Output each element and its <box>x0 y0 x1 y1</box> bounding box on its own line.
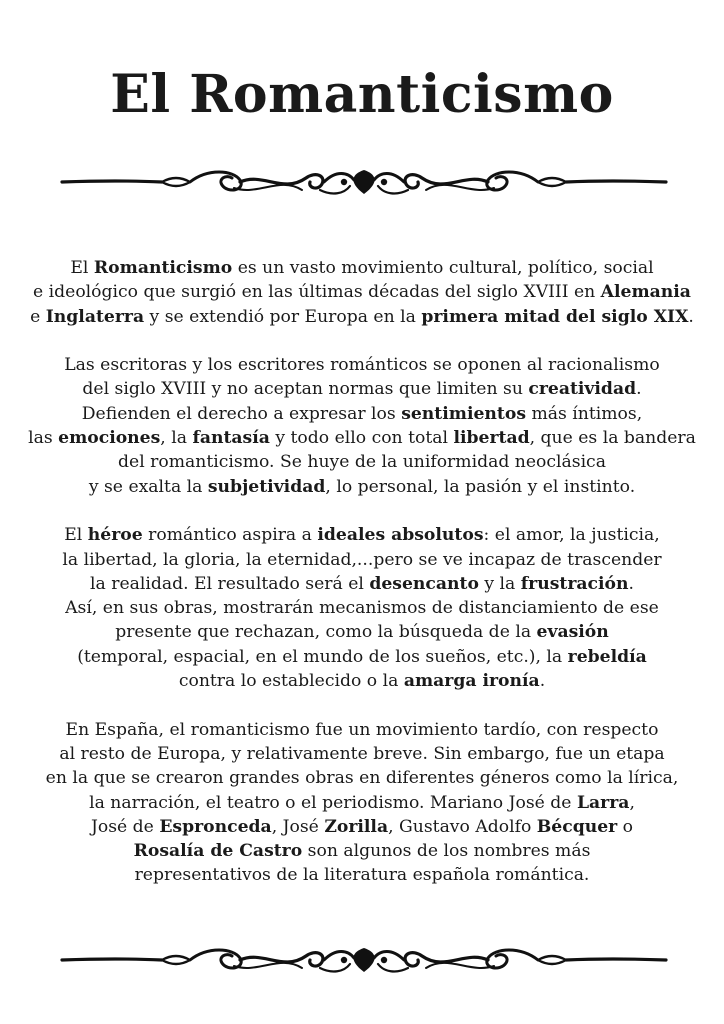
text-run: la libertad, la gloria, la eternidad,...pero se ve incapaz de trascender <box>62 549 662 570</box>
text-run: (temporal, espacial, en el mundo de los sueños, etc.), la <box>77 646 568 667</box>
text-run: presente que rechazan, como la búsqueda de la <box>115 622 537 643</box>
text-run: o <box>617 816 634 837</box>
text-run: la realidad. El resultado será el <box>90 573 370 594</box>
bold-term: Inglaterra <box>45 306 145 327</box>
text-run: más íntimos, <box>526 403 643 424</box>
page-title: El Romanticismo <box>110 64 614 125</box>
bold-term: Rosalía de Castro <box>133 841 303 862</box>
text-run: y la <box>478 573 521 594</box>
bold-term: emociones <box>58 428 161 449</box>
text-run: , Gustavo Adolfo <box>388 816 537 837</box>
text-run: las <box>28 428 59 449</box>
text-run: , <box>629 792 635 813</box>
bold-term: Larra <box>576 792 630 813</box>
text-run: romántico aspira a <box>142 525 318 546</box>
bold-term: desencanto <box>369 573 479 594</box>
flourish-divider-icon <box>58 942 670 978</box>
bold-term: Espronceda <box>159 816 272 837</box>
text-run: , la <box>160 428 193 449</box>
text-run: . <box>539 671 546 692</box>
text-run: . <box>628 573 634 594</box>
paragraph-1 <box>24 256 700 329</box>
text-run: en la que se crearon grandes obras en diferentes géneros como la lírica, <box>45 768 679 789</box>
bold-term: sentimientos <box>401 403 526 424</box>
text-run: Así, en sus obras, mostrarán mecanismos de distanciamiento de ese <box>65 598 659 619</box>
bold-term: Bécquer <box>536 816 618 837</box>
bold-term: creatividad <box>528 379 637 400</box>
text-run: al resto de Europa, y relativamente breve. Sin embargo, fue un etapa <box>59 743 665 764</box>
text-run: . <box>636 379 642 400</box>
bold-term: primera mitad del siglo XIX <box>421 306 689 327</box>
text-run: Las escritoras y los escritores románticos se oponen al racionalismo <box>64 355 660 376</box>
text-run: , José <box>271 816 325 837</box>
text-run: , que es la bandera <box>529 428 696 449</box>
bold-term: frustración <box>520 573 629 594</box>
flourish-divider-icon <box>58 164 670 200</box>
bold-term: Zorilla <box>324 816 389 837</box>
body-text <box>24 256 700 912</box>
text-run: representativos de la literatura española romántica. <box>134 865 590 886</box>
paragraph-4 <box>24 718 700 888</box>
bold-term: subjetividad <box>207 476 326 497</box>
text-run: . <box>688 306 694 327</box>
bold-term: fantasía <box>192 428 270 449</box>
text-run: El <box>70 258 94 278</box>
text-run: En España, el romanticismo fue un movimiento tardío, con respecto <box>65 719 659 740</box>
text-run: e <box>30 306 46 327</box>
text-run: , lo personal, la pasión y el instinto. <box>325 476 636 497</box>
text-run: Defienden el derecho a expresar los <box>81 403 402 424</box>
text-run: e ideológico que surgió en las últimas décadas del siglo XVIII en <box>33 282 601 303</box>
bold-term: rebeldía <box>567 646 647 667</box>
text-run: y se extendió por Europa en la <box>144 306 422 327</box>
bold-term: libertad <box>453 428 530 449</box>
paragraph-3 <box>24 523 700 693</box>
bold-term: evasión <box>536 622 609 643</box>
bold-term: Alemania <box>600 282 691 303</box>
text-run: y todo ello con total <box>269 428 454 449</box>
text-run: son algunos de los nombres más <box>302 841 591 862</box>
text-run: contra lo establecido o la <box>178 671 404 692</box>
text-run: y se exalta la <box>88 476 208 497</box>
bold-term: héroe <box>87 525 143 546</box>
text-run: del romanticismo. Se huye de la uniformidad neoclásica <box>118 452 606 473</box>
paragraph-2 <box>24 353 700 499</box>
text-run: del siglo XVIII y no aceptan normas que limiten su <box>82 379 529 400</box>
bold-term: amarga ironía <box>403 671 540 692</box>
text-run: la narración, el teatro o el periodismo. Mariano José de <box>89 792 577 813</box>
text-run: : el amor, la justicia, <box>483 525 660 546</box>
text-run: José de <box>90 816 160 837</box>
bold-term: Romanticismo <box>93 258 233 278</box>
text-run: El <box>64 525 88 546</box>
text-run: es un vasto movimiento cultural, político, social <box>232 258 654 278</box>
bold-term: ideales absolutos <box>317 525 484 546</box>
